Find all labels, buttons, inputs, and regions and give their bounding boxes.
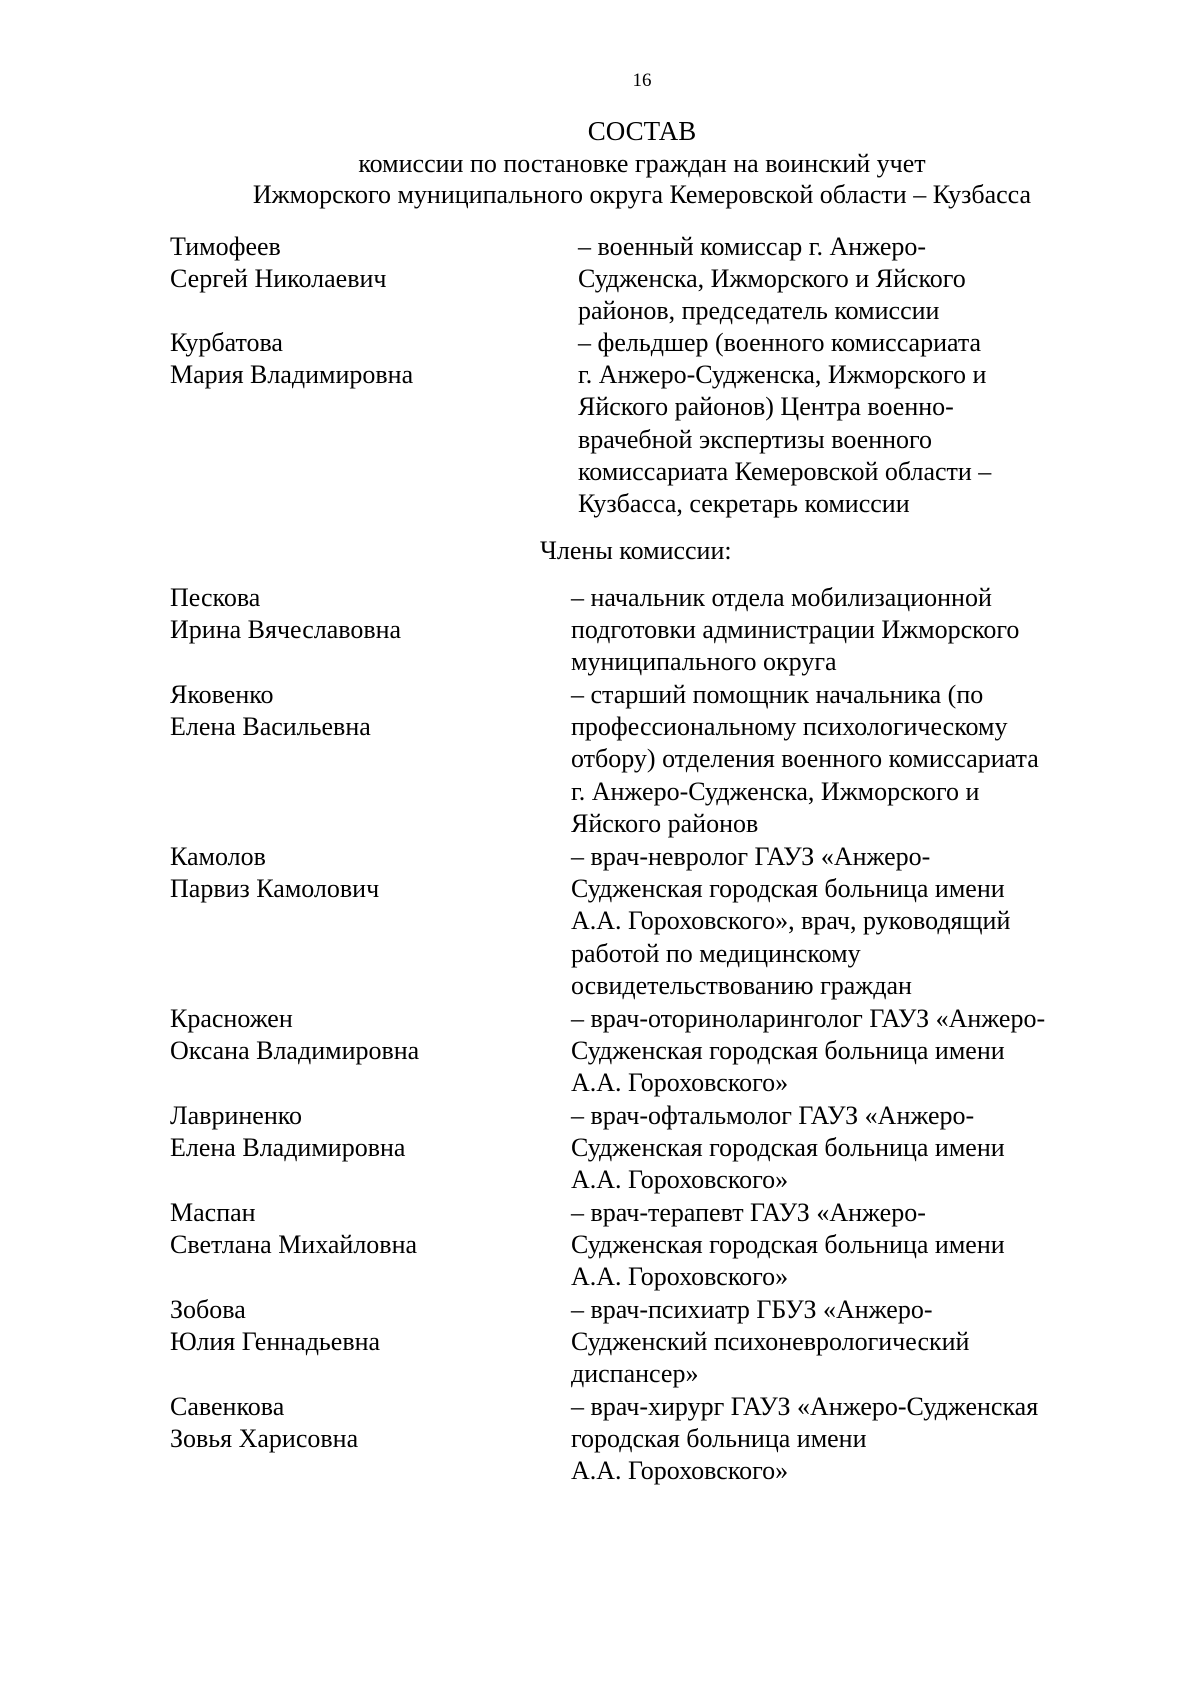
person-name (170, 582, 560, 646)
document-subtitle-line-2: Ижморского муниципального округа Кемеровской области – Кузбасса (252, 180, 1032, 209)
role-line: – врач-оториноларинголог ГАУЗ «Анжеро- (571, 1004, 1046, 1033)
person-role (571, 1003, 1045, 1100)
person-given-name: Елена Васильевна (170, 712, 371, 742)
person-role (571, 1197, 1005, 1294)
person-name (170, 231, 560, 295)
role-line: отбору) отделения военного комиссариата (571, 744, 1039, 774)
person-name (170, 1100, 560, 1164)
person-role (578, 327, 991, 520)
person-surname: Камолов (170, 842, 266, 871)
role-line: врачебной экспертизы военного (578, 424, 933, 454)
role-line: Кузбасса, секретарь комиссии (578, 489, 910, 519)
page-number: 16 (632, 70, 652, 91)
role-line: – врач-терапевт ГАУЗ «Анжеро- (571, 1198, 926, 1227)
role-line: Судженская городская больница имени (571, 1036, 1005, 1066)
person-role (578, 231, 966, 328)
role-line: А.А. Гороховского» (571, 1456, 789, 1486)
person-given-name: Сергей Николаевич (170, 264, 387, 294)
role-line: Яйского районов (571, 808, 759, 838)
role-line: А.А. Гороховского» (571, 1262, 789, 1292)
role-line: Судженска, Ижморского и Яйского (578, 264, 966, 294)
person-surname: Красножен (170, 1004, 293, 1033)
person-surname: Зобова (170, 1295, 246, 1324)
role-line: – врач-офтальмолог ГАУЗ «Анжеро- (571, 1101, 975, 1130)
role-line: профессиональному психологическому (571, 712, 1008, 742)
role-line: – фельдшер (военного комиссариата (578, 328, 982, 357)
role-line: городская больница имени (571, 1424, 867, 1454)
role-line: Судженская городская больница имени (571, 874, 1005, 904)
role-line: комиссариата Кемеровской области – (578, 456, 992, 486)
role-line: Яйского районов) Центра военно- (578, 392, 954, 422)
person-surname: Яковенко (170, 680, 274, 709)
person-surname: Тимофеев (170, 232, 281, 261)
role-line: – военный комиссар г. Анжеро- (578, 232, 927, 261)
role-line: А.А. Гороховского» (571, 1068, 789, 1098)
person-role (571, 1391, 1038, 1488)
role-line: районов, председатель комиссии (578, 296, 940, 326)
role-line: – врач-психиатр ГБУЗ «Анжеро- (571, 1295, 933, 1324)
role-line: Судженский психоневрологический (571, 1327, 970, 1357)
person-name (170, 1197, 560, 1261)
person-given-name: Мария Владимировна (170, 360, 414, 390)
person-given-name: Зовья Харисовна (170, 1424, 359, 1454)
person-given-name: Юлия Геннадьевна (170, 1327, 381, 1357)
person-name (170, 1391, 560, 1455)
person-given-name: Оксана Владимировна (170, 1036, 420, 1066)
role-line: г. Анжеро-Судженска, Ижморского и (571, 776, 980, 806)
person-role (571, 679, 1039, 840)
person-role (571, 1100, 1005, 1197)
role-line: – врач-хирург ГАУЗ «Анжеро-Судженская (571, 1392, 1039, 1421)
role-line: муниципального округа (571, 647, 837, 677)
person-surname: Маспан (170, 1198, 256, 1227)
document-title: СОСТАВ (587, 116, 697, 146)
role-line: диспансер» (571, 1359, 699, 1389)
role-line: Судженская городская больница имени (571, 1230, 1005, 1260)
role-line: Судженская городская больница имени (571, 1133, 1005, 1163)
person-role (571, 1294, 969, 1391)
person-role (571, 582, 1019, 679)
role-line: – начальник отдела мобилизационной (571, 583, 992, 612)
person-given-name: Светлана Михайловна (170, 1230, 418, 1260)
role-line: освидетельствованию граждан (571, 970, 912, 1000)
role-line: – врач-невролог ГАУЗ «Анжеро- (571, 842, 931, 871)
person-name (170, 841, 560, 905)
person-name (170, 1294, 560, 1358)
person-given-name: Елена Владимировна (170, 1133, 406, 1163)
person-role (571, 841, 1010, 1002)
role-line: работой по медицинскому (571, 938, 861, 968)
person-surname: Пескова (170, 583, 261, 612)
members-heading: Члены комиссии: (540, 536, 732, 565)
role-line: – старший помощник начальника (по (571, 680, 984, 709)
person-given-name: Парвиз Камолович (170, 874, 380, 904)
role-line: г. Анжеро-Судженска, Ижморского и (578, 360, 987, 390)
person-given-name: Ирина Вячеславовна (170, 615, 402, 645)
document-subtitle-line-1: комиссии по постановке граждан на воинский учет (358, 149, 926, 178)
person-name (170, 679, 560, 743)
person-name (170, 1003, 560, 1067)
person-surname: Лавриненко (170, 1101, 303, 1130)
role-line: А.А. Гороховского» (571, 1165, 789, 1195)
role-line: подготовки администрации Ижморского (571, 615, 1020, 645)
person-name (170, 327, 560, 391)
person-surname: Курбатова (170, 328, 283, 357)
role-line: А.А. Гороховского», врач, руководящий (571, 906, 1011, 936)
person-surname: Савенкова (170, 1392, 285, 1421)
